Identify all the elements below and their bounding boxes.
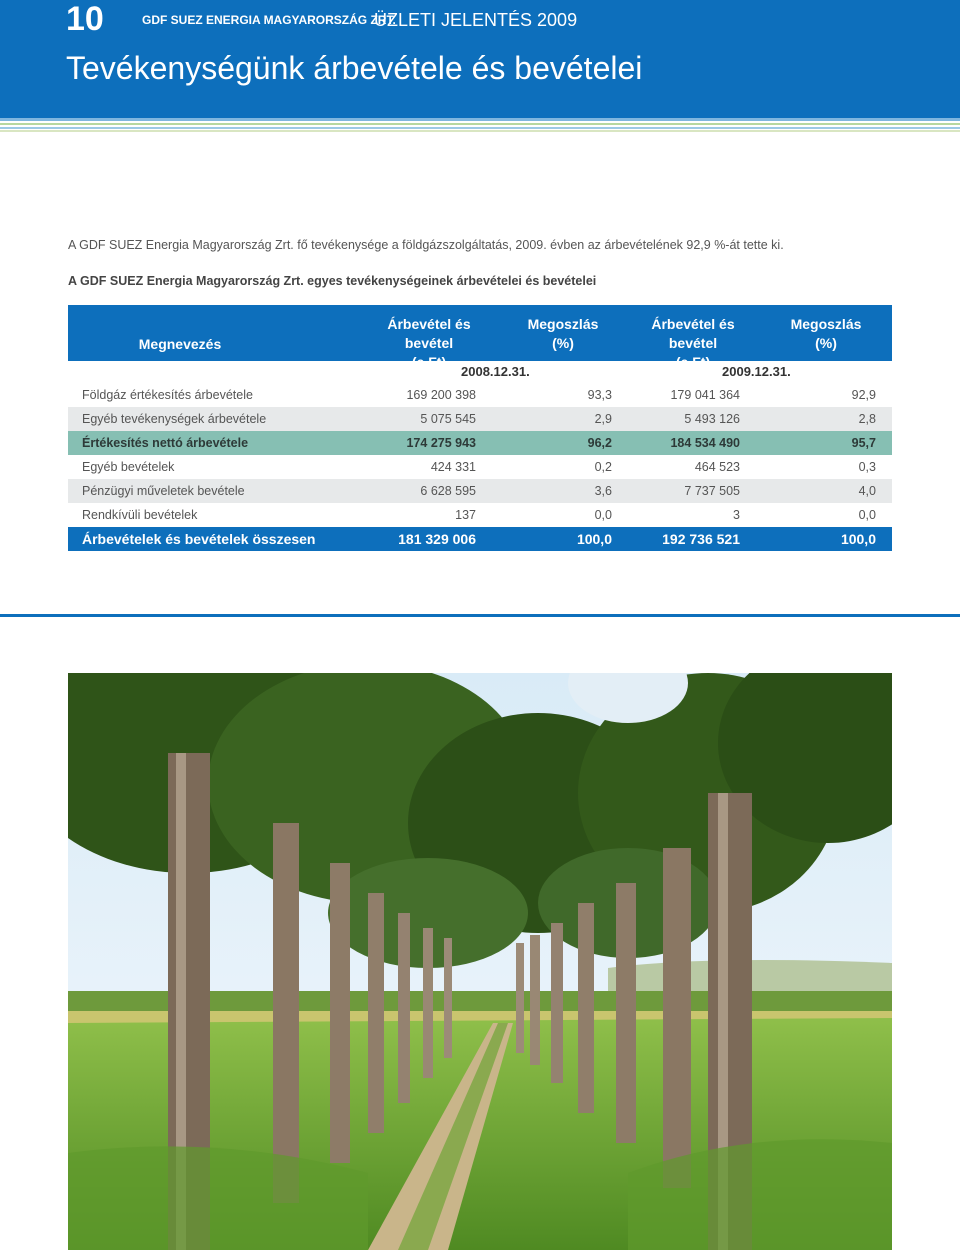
table-row: Egyéb bevételek 424 331 0,2 464 523 0,3 (68, 455, 892, 479)
section-divider (0, 614, 960, 617)
header-revenue-2008: Árbevétel és bevétel (387, 316, 471, 351)
intro-paragraph: A GDF SUEZ Energia Magyarország Zrt. fő tevékenysége a földgázszolgáltatás, 2009. évben az árbevételének 92,9 %-át tette ki. (68, 238, 784, 252)
table-row: Pénzügyi műveletek bevétele 6 628 595 3,6 7 737 505 4,0 (68, 479, 892, 503)
date-2009: 2009.12.31. (722, 364, 791, 379)
date-row (68, 361, 892, 383)
page-number: 10 (66, 0, 104, 38)
company-name: GDF SUEZ ENERGIA MAGYARORSZÁG ZRT. (142, 13, 396, 27)
table-row-total: Árbevételek és bevételek összesen 181 329 006 100,0 192 736 521 100,0 (68, 527, 892, 551)
table-header: Megnevezés Árbevétel és bevétel Megoszlás (%) Árbevétel és bevétel Megoszlás (%) (68, 305, 892, 361)
tree-alley-photo (68, 673, 892, 1250)
table-row: Földgáz értékesítés árbevétele 169 200 398 93,3 179 041 364 92,9 (68, 383, 892, 407)
table-row-subtotal: Értékesítés nettó árbevétele 174 275 943 96,2 184 534 490 95,7 (68, 431, 892, 455)
page-header (0, 0, 960, 118)
header-revenue-2009: Árbevétel és bevétel (651, 316, 735, 351)
page-title: Tevékenységünk árbevétele és bevételei (66, 50, 643, 86)
report-name: ÜZLETI JELENTÉS 2009 (374, 10, 578, 30)
table-row: Egyéb tevékenységek árbevétele 5 075 545 2,9 5 493 126 2,8 (68, 407, 892, 431)
header-share-2008: Megoszlás (%) (527, 316, 599, 351)
table-title: A GDF SUEZ Energia Magyarország Zrt. egyes tevékenységeinek árbevételei és bevételei (68, 274, 597, 288)
header-share-2009: Megoszlás (%) (790, 316, 862, 351)
table-row: Rendkívüli bevételek 137 0,0 3 0,0 (68, 503, 892, 527)
revenue-table (68, 305, 892, 551)
date-2008: 2008.12.31. (461, 364, 530, 379)
